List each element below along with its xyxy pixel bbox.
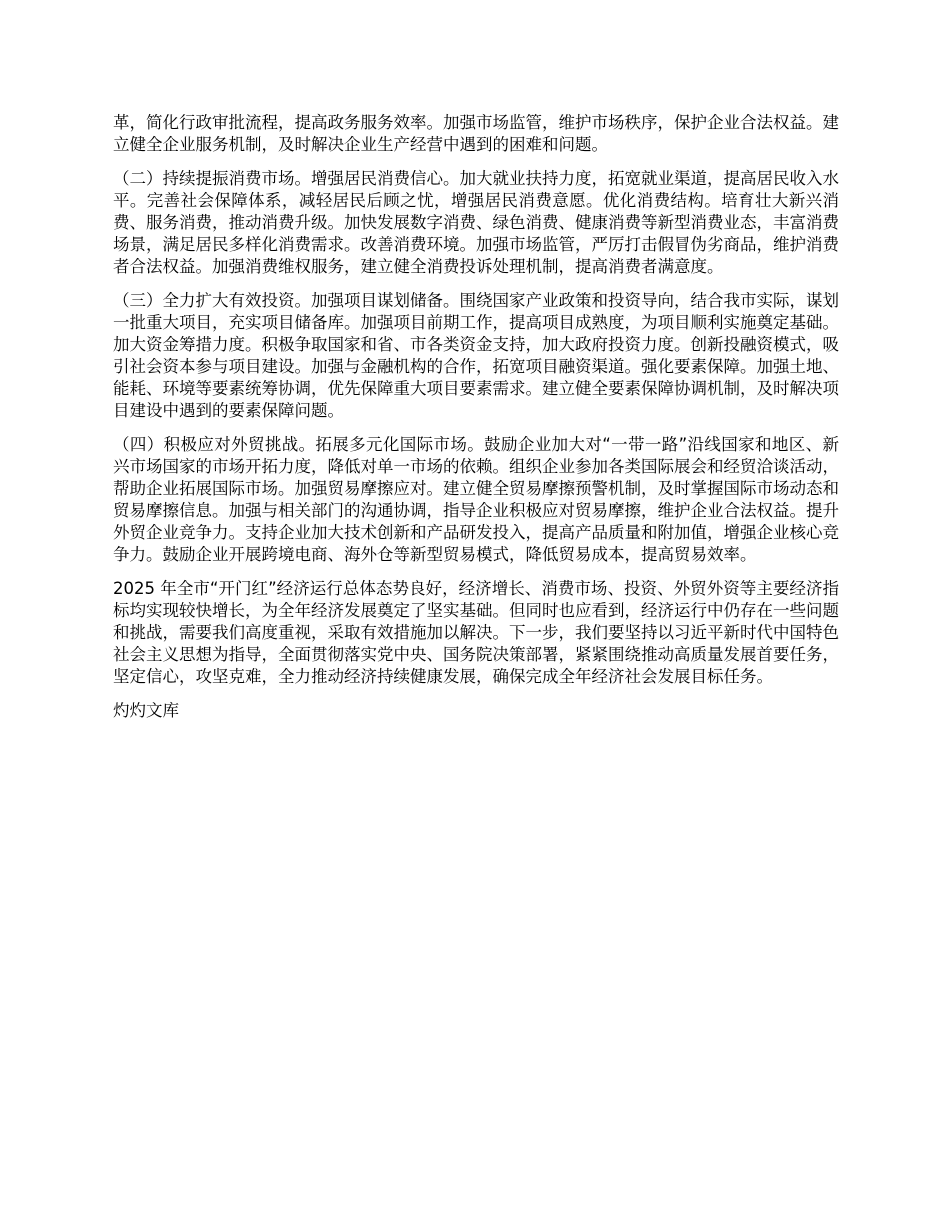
paragraph-investment: （三）全力扩大有效投资。加强项目谋划储备。围绕国家产业政策和投资导向，结合我市实际，谋划一批重大项目，充实项目储备库。加强项目前期工作，提高项目成熟度，为项目顺利实施奠定基础。加大资金筹措力度。积极争取国家和省、市各类资金支持，加大政府投资力度。创新投融资模式，吸引社会资本参与项目建设。加强与金融机构的合作，拓宽项目融资渠道。强化要素保障。加强土地、能耗、环境等要素统筹协调，优先保障重大项目要素需求。建立健全要素保障协调机制，及时解决项目建设中遇到的要素保障问题。 bbox=[113, 291, 839, 420]
paragraph-foreign-trade: （四）积极应对外贸挑战。拓展多元化国际市场。鼓励企业加大对“一带一路”沿线国家和地区、新兴市场国家的市场开拓力度，降低对单一市场的依赖。组织企业参加各类国际展会和经贸洽谈活动，帮助企业拓展国际市场。加强贸易摩擦应对。建立健全贸易摩擦预警机制，及时掌握国际市场动态和贸易摩擦信息。加强与相关部门的沟通协调，指导企业积极应对贸易摩擦，维护企业合法权益。提升外贸企业竞争力。支持企业加大技术创新和产品研发投入，提高产品质量和附加值，增强企业核心竞争力。鼓励企业开展跨境电商、海外仓等新型贸易模式，降低贸易成本，提高贸易效率。 bbox=[113, 435, 839, 564]
paragraph-conclusion: 2025 年全市“开门红”经济运行总体态势良好，经济增长、消费市场、投资、外贸外资等主要经济指标均实现较快增长，为全年经济发展奠定了坚实基础。但同时也应看到，经济运行中仍存在一些问题和挑战，需要我们高度重视，采取有效措施加以解决。下一步，我们要坚持以习近平新时代中国特色社会主义思想为指导，全面贯彻落实党中央、国务院决策部署，紧紧围绕推动高质量发展首要任务，坚定信心，攻坚克难，全力推动经济持续健康发展，确保完成全年经济社会发展目标任务。 bbox=[113, 579, 839, 686]
paragraph-consumption: （二）持续提振消费市场。增强居民消费信心。加大就业扶持力度，拓宽就业渠道，提高居民收入水平。完善社会保障体系，减轻居民后顾之忧，增强居民消费意愿。优化消费结构。培育壮大新兴消费、服务消费，推动消费升级。加快发展数字消费、绿色消费、健康消费等新型消费业态，丰富消费场景，满足居民多样化消费需求。改善消费环境。加强市场监管，严厉打击假冒伪劣商品，维护消费者合法权益。加强消费维权服务，建立健全消费投诉处理机制，提高消费者满意度。 bbox=[113, 169, 839, 276]
document-body bbox=[113, 112, 839, 722]
source-label: 灼灼文库 bbox=[113, 701, 179, 720]
paragraph-reform-continuation: 革，简化行政审批流程，提高政务服务效率。加强市场监管，维护市场秩序，保护企业合法权益。建立健全企业服务机制，及时解决企业生产经营中遇到的困难和问题。 bbox=[113, 113, 839, 154]
